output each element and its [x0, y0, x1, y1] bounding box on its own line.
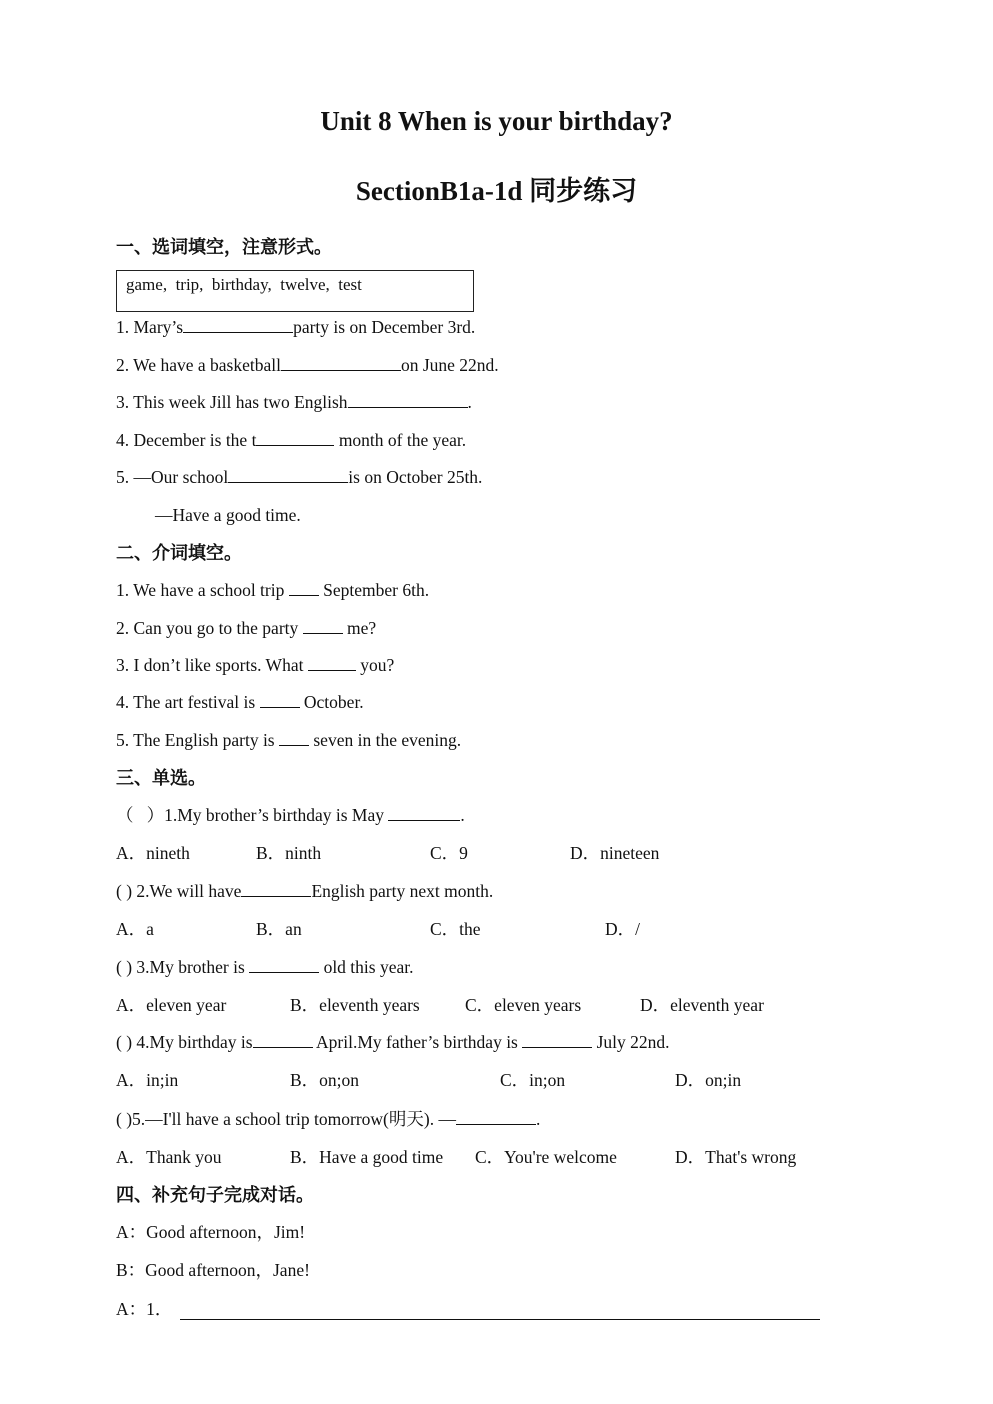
- item-text: .: [535, 1109, 541, 1129]
- item-text: on June 22nd.: [400, 355, 499, 375]
- exercise-item: [116, 353, 499, 377]
- word-box-text: game, trip, birthday, twelve, test: [126, 275, 362, 294]
- answer-blank[interactable]: [253, 1030, 313, 1048]
- question-stem: [116, 1030, 670, 1054]
- answer-blank[interactable]: [256, 428, 334, 446]
- option-c[interactable]: C．the: [430, 919, 481, 939]
- option-d[interactable]: D．That's wrong: [675, 1147, 797, 1167]
- answer-blank[interactable]: [249, 955, 319, 973]
- answer-blank[interactable]: [228, 465, 348, 483]
- answer-blank[interactable]: [388, 803, 460, 821]
- item-text: old this year.: [319, 957, 414, 977]
- option-c[interactable]: C．9: [430, 843, 468, 863]
- item-text: 3. I don’t like sports. What: [116, 655, 308, 675]
- answer-blank[interactable]: [241, 879, 311, 897]
- item-text: April.My father’s birthday is: [312, 1032, 523, 1052]
- item-text: ( ) 4.My birthday is: [116, 1032, 253, 1052]
- option-c[interactable]: C．in;on: [500, 1070, 566, 1090]
- option-b[interactable]: B．Have a good time: [290, 1147, 444, 1167]
- question-stem: [116, 879, 493, 903]
- item-text: seven in the evening.: [309, 730, 462, 750]
- item-text: party is on December 3rd.: [293, 317, 476, 337]
- option-b[interactable]: B．ninth: [256, 843, 322, 863]
- option-b[interactable]: B．eleventh years: [290, 995, 420, 1015]
- page-title: Unit 8 When is your birthday?: [320, 106, 673, 136]
- item-text: .: [467, 392, 472, 412]
- item-text: ( ) 2.We will have: [116, 881, 242, 901]
- section-heading-1: 一、选词填空，注意形式。: [116, 237, 332, 257]
- exercise-item: [116, 390, 472, 414]
- option-d[interactable]: D．/: [605, 919, 640, 939]
- item-text: month of the year.: [334, 430, 467, 450]
- option-a[interactable]: A．in;in: [116, 1070, 179, 1090]
- option-b[interactable]: B．on;on: [290, 1070, 360, 1090]
- option-b[interactable]: B．an: [256, 919, 302, 939]
- question-stem: [116, 803, 465, 827]
- item-text: 4. December is the t: [116, 430, 257, 450]
- item-text: ( )5.—I'll have a school trip tomorrow(明天). —: [116, 1109, 456, 1129]
- item-text: July 22nd.: [592, 1032, 670, 1052]
- answer-blank[interactable]: [348, 390, 468, 408]
- item-text: English party next month.: [311, 881, 494, 901]
- answer-line[interactable]: [180, 1319, 820, 1320]
- answer-blank[interactable]: [183, 315, 293, 333]
- question-stem: [116, 955, 413, 979]
- option-a[interactable]: A．eleven year: [116, 995, 227, 1015]
- item-text: 1. We have a school trip: [116, 580, 289, 600]
- item-text: .: [460, 805, 465, 825]
- item-text: October.: [299, 692, 364, 712]
- option-c[interactable]: C．You're welcome: [475, 1147, 617, 1167]
- option-d[interactable]: D．on;in: [675, 1070, 742, 1090]
- option-d[interactable]: D．eleventh year: [640, 995, 764, 1015]
- item-text: ( ) 3.My brother is: [116, 957, 250, 977]
- dialogue-reply: —Have a good time.: [155, 505, 301, 525]
- option-c[interactable]: C．eleven years: [465, 995, 582, 1015]
- item-text: is on October 25th.: [348, 467, 483, 487]
- question-stem: [116, 1107, 540, 1131]
- answer-blank[interactable]: [456, 1107, 536, 1125]
- item-text: 5. —Our school: [116, 467, 229, 487]
- section-heading-2: 二、介词填空。: [116, 543, 242, 563]
- dialogue-line: B：Good afternoon，Jane!: [116, 1260, 310, 1280]
- exercise-item: [116, 465, 482, 489]
- item-text: you?: [355, 655, 395, 675]
- exercise-item: [116, 728, 461, 752]
- answer-blank[interactable]: [260, 690, 300, 708]
- item-text: （ ）1.My brother’s birthday is May: [116, 805, 389, 825]
- exercise-item: [116, 315, 475, 339]
- item-text: 1. Mary’s: [116, 317, 184, 337]
- word-box: [116, 270, 474, 312]
- item-text: 2. Can you go to the party: [116, 618, 303, 638]
- item-text: me?: [342, 618, 377, 638]
- exercise-item: [116, 578, 429, 602]
- item-text: 5. The English party is: [116, 730, 279, 750]
- section-heading-4: 四、补充句子完成对话。: [116, 1185, 314, 1205]
- option-a[interactable]: A．a: [116, 919, 154, 939]
- answer-blank[interactable]: [281, 353, 401, 371]
- page-subtitle: SectionB1a-1d 同步练习: [355, 176, 638, 206]
- item-text: 3. This week Jill has two English: [116, 392, 348, 412]
- dialogue-line: A：Good afternoon，Jim!: [116, 1222, 306, 1242]
- answer-blank[interactable]: [279, 728, 309, 746]
- option-d[interactable]: D．nineteen: [570, 843, 660, 863]
- option-a[interactable]: A．nineth: [116, 843, 190, 863]
- option-a[interactable]: A．Thank you: [116, 1147, 222, 1167]
- answer-blank[interactable]: [289, 578, 319, 596]
- item-text: 2. We have a basketball: [116, 355, 281, 375]
- answer-blank[interactable]: [303, 616, 343, 634]
- answer-blank[interactable]: [522, 1030, 592, 1048]
- exercise-item: [116, 428, 466, 452]
- section-heading-3: 三、单选。: [116, 768, 206, 788]
- exercise-item: [116, 653, 394, 677]
- answer-blank[interactable]: [308, 653, 356, 671]
- exercise-item: [116, 616, 376, 640]
- item-text: September 6th.: [318, 580, 430, 600]
- item-text: 4. The art festival is: [116, 692, 260, 712]
- exercise-item: [116, 690, 364, 714]
- dialogue-line: A：1．: [116, 1299, 173, 1319]
